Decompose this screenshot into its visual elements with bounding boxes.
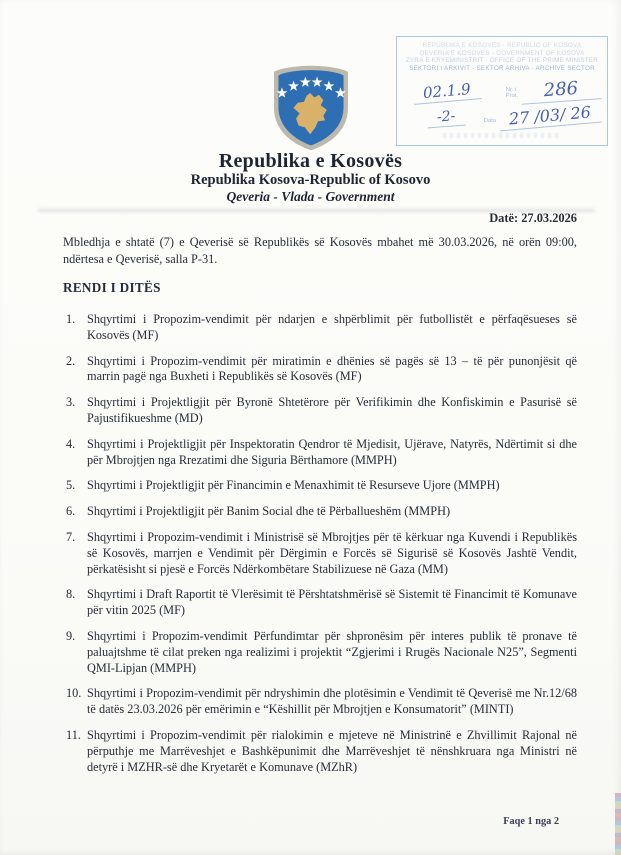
letterhead-title-albanian: Republika e Kosovës — [218, 150, 403, 172]
agenda-item-text: Shqyrtimi i Propozim-vendimit për rialokimin e mjeteve në Ministrinë e Zhvillimit Rajonal në përputhje me Marrëveshjet e Bashkëpunimit dhe Marrëveshjet të nënshkruara nga Ministri në detyrë i MZHR-së dhe Kryetarët e Komunave (MZhR) — [87, 727, 577, 774]
agenda-item-text: Shqyrtimi i Projektligjit për Inspektoratin Qendror të Mjedisit, Ujërave, Natyrës, Ndërtimit si dhe për Mbrojtjen nga Rrezatimi dhe Siguria Bërthamore (MMPH) — [87, 436, 577, 467]
document-date: Datë: 27.03.2026 — [489, 211, 577, 225]
stamp-faded-footer-text — [443, 133, 562, 138]
agenda-item-text: Shqyrtimi i Projektligjit për Banim Social dhe të Përballueshëm (MMPH) — [87, 504, 451, 519]
agenda-item-text: Shqyrtimi i Propozim-vendimit për ndarjen e shpërblimit për futbollistët e përfaqësueses së Kosovës (MF) — [87, 312, 577, 342]
agenda-item — [63, 312, 577, 344]
letterhead-title-bilingual: Republika Kosova-Republic of Kosovo — [190, 172, 431, 188]
letterhead — [0, 150, 621, 205]
kosovo-emblem — [264, 64, 358, 152]
agenda-item — [63, 354, 577, 386]
stamp-protocol-label — [506, 87, 518, 100]
stamp-header-line: SEKTORI I ARKIVIT - SEKTOR ARHIVA - ARCHIVE SECTOR — [409, 64, 595, 72]
agenda-item-text: Shqyrtimi i Draft Raportit të Vlerësimit të Përshtatshmërisë së Sistemit të Financimit të Komunave për vitin 2025 (MF) — [87, 587, 577, 618]
agenda-item — [63, 478, 577, 494]
agenda-item-number: 2. — [66, 353, 76, 368]
document-body — [63, 211, 577, 785]
stamp-header-line: QEVERIA E KOSOVËS - GOVERNMENT OF KOSOVA — [419, 49, 585, 57]
stamp-header — [403, 42, 601, 72]
agenda-item-number: 1. — [66, 312, 76, 326]
stamp-row-protocol — [403, 79, 601, 102]
agenda-item-number: 6. — [66, 504, 76, 519]
agenda-item-number: 3. — [66, 395, 76, 410]
agenda-item-number: 9. — [66, 628, 76, 643]
meeting-intro-paragraph: Mbledhja e shtatë (7) e Qeverisë së Republikës së Kosovës mbahet më 30.03.2026, në orën 09:00, ndërtesa e Qeverisë, salla P-31. — [63, 235, 577, 266]
agenda-item — [63, 437, 577, 469]
agenda-item — [63, 728, 577, 775]
agenda-item-text: Shqyrtimi i Propozim-vendimit për miratimin e dhënies së pagës së 13 – të për punonjësit që marrin pagë nga Buxheti i Republikës së Kosovës (MF) — [87, 353, 577, 384]
agenda-item-number: 4. — [66, 436, 76, 451]
scan-edge-artifact — [615, 793, 621, 855]
agenda-item-number: 10. — [66, 686, 82, 701]
stamp-handwritten-code: 02.1.9 — [412, 79, 481, 105]
agenda-item-number: 8. — [66, 587, 76, 602]
agenda-item — [63, 395, 577, 427]
agenda-item — [63, 587, 577, 619]
kosovo-coat-of-arms-icon — [264, 64, 358, 152]
agenda-item-text: Shqyrtimi i Propozim-vendimit për ndryshimin dhe plotësimin e Vendimit të Qeverisë me Nr.12/68 të datës 23.03.2026 për emërimin e “Këshillit për Mbrojtjen e Konsumatorit” (MINTI) — [87, 686, 577, 717]
agenda-item-text: Shqyrtimi i Propozim-vendimit i Ministrisë së Mbrojtjes për të kërkuar nga Kuvendi i Republikës së Kosovës, marrjen e Vendimit për Dërgimin e Forcës së Sigurisë së Kosovës Jashtë Vendit, përkatësisht si pjesë e Forcës Ndërkombëtare Stabilizuese në Gaza (MM) — [87, 529, 577, 576]
agenda-item-number: 11. — [66, 727, 81, 742]
stamp-protocol-label-line2: Prot. — [505, 92, 518, 99]
stamp-handwritten-date: 27 /03/ 26 — [498, 102, 601, 132]
agenda-item-text: Shqyrtimi i Projektligjit për Financimin e Menaxhimit të Resurseve Ujore (MMPH) — [87, 478, 500, 493]
letterhead-subtitle-government: Qeveria - Vlada - Government — [226, 189, 395, 204]
agenda-item-number: 5. — [66, 478, 76, 493]
stamp-protocol-label-line1: Nr. i — [505, 86, 517, 93]
agenda-item — [63, 530, 577, 577]
agenda-item — [63, 686, 577, 718]
stamp-handwritten-copy-number: -2- — [426, 108, 466, 129]
agenda-list — [63, 312, 577, 775]
page-number: Faqe 1 nga 2 — [503, 816, 559, 827]
agenda-item-text: Shqyrtimi i Propozim-vendimit Përfundimtar për shpronësim për interes publik të pronave të paluajtshme të cilat preken nga realizimi i projektit “Zgjerimi i Rrugës Nacionale N25”, Segmenti QMI-Lipjan (MMPH) — [87, 628, 577, 675]
stamp-header-line: ZYRA E KRYEMINISTRIT - OFFICE OF THE PRIME MINISTER — [405, 57, 599, 65]
stamp-handwritten-protocol-number: 286 — [520, 77, 601, 106]
stamp-date-label: Data — [483, 117, 496, 124]
agenda-item-text: Shqyrtimi i Projektligjit për Byronë Shtetërore për Verifikimin dhe Konfiskimin e Pasurisë së Pajustifikueshme (MD) — [87, 395, 577, 425]
archive-stamp — [396, 36, 608, 146]
agenda-heading: RENDI I DITËS — [63, 280, 161, 295]
stamp-row-date — [403, 102, 601, 129]
agenda-item — [63, 629, 577, 676]
agenda-item-number: 7. — [66, 529, 76, 544]
stamp-header-line: REPUBLIKA E KOSOVËS - REPUBLIC OF KOSOVA — [422, 42, 582, 49]
agenda-item — [63, 504, 577, 520]
